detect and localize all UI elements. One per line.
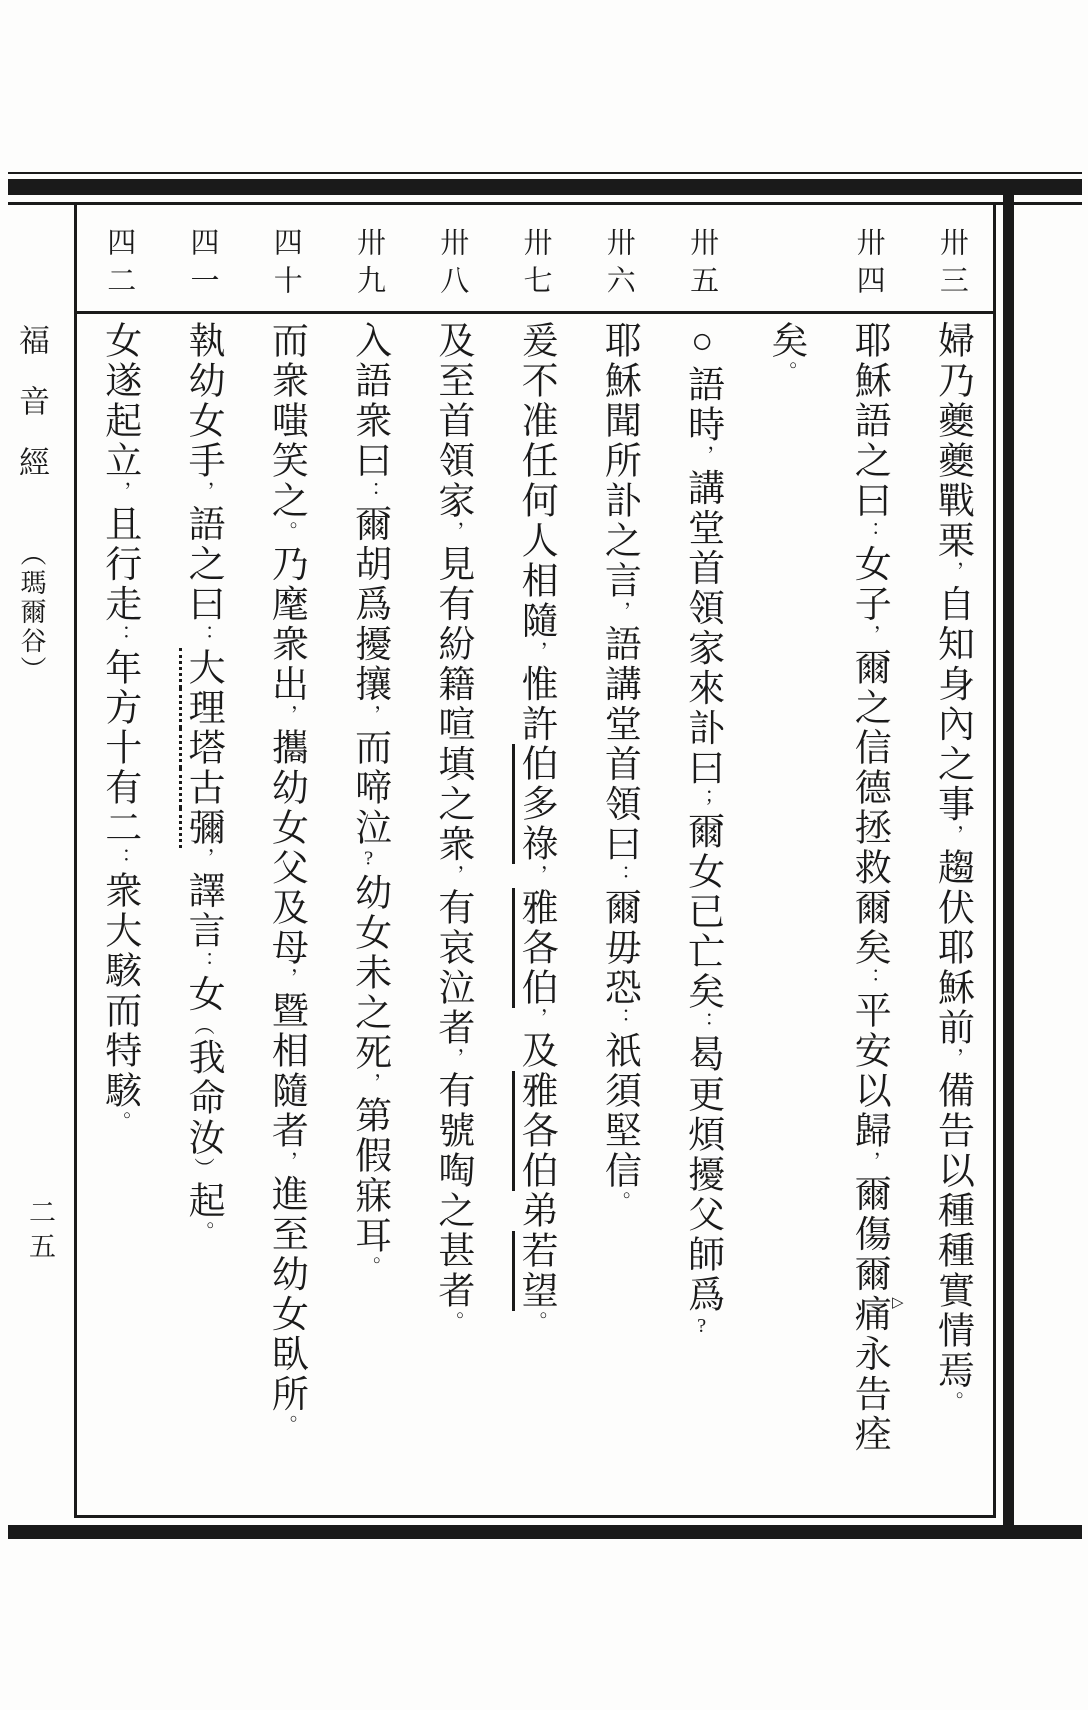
verse-number-cell [354,205,383,311]
verse-text-cell [680,311,722,1515]
verse-text: 耶穌聞所訃之言，語講堂首領曰：爾毋恐：祇須堅信。 [598,321,640,1215]
verse-number-label: 卅八 [436,227,469,303]
verse-text-cell [264,311,306,1515]
page-number: 二五 [25,1198,55,1266]
frame-right-inner-border [993,205,996,1518]
verse-text: ○語時，講堂首領家來訃曰；爾女已亡矣：曷更煩擾父師爲? [681,321,723,1341]
book-subtitle: （瑪爾谷） [17,540,46,685]
verse-column [577,205,660,1515]
verse-text: 而衆嗤笑之。乃麾衆出，攜幼女父及母，暨相隨者，進至幼女臥所。 [265,321,307,1438]
verse-column [910,205,993,1515]
verse-number-label: 卅七 [519,227,552,303]
verse-number-cell [521,205,550,311]
verse-number-label: 卅三 [935,227,968,303]
verse-number-label: 四二 [103,227,136,303]
verse-text-cell [514,311,556,1515]
verse-text-cell [181,311,223,1515]
verse-number-label: 卅九 [353,227,385,303]
verse-number-label: 四一 [186,227,219,303]
frame-right-outer-border [1003,195,1014,1535]
bottom-rule-thick [8,1525,1082,1539]
verse-number-label: 四十 [269,227,302,303]
top-rule-thick [8,179,1082,195]
verse-number-cell [436,205,469,311]
verse-text: 入語衆曰：爾胡爲擾攘，而啼泣?幼女未之死，第假寐耳。 [348,321,390,1280]
verse-column [327,205,410,1515]
verse-text-cell [597,311,639,1515]
verse-number-cell [686,205,719,311]
verse-column [160,205,243,1515]
verse-text: 爰不准任何人相隨，惟許伯多祿，雅各伯，及雅各伯弟若望。 [514,321,556,1511]
verse-text: 執幼女手，語之曰：大理塔古彌，譯言：女（我命汝）起。 [181,321,223,1511]
verse-number-label: 卅四 [852,227,885,303]
verse-text: 矣。 [764,321,806,385]
verse-text-cell [764,311,806,1515]
verse-text-cell [847,311,889,1515]
verse-text-cell [98,311,140,1515]
verse-column [743,205,826,1515]
verse-column [410,205,493,1515]
verse-text-cell [930,311,972,1515]
verse-number-cell [271,205,300,311]
verse-number-cell [854,205,883,311]
verse-text-cell [347,311,389,1515]
verse-text: 女遂起立，且行走：年方十有二：衆大駭而特駭。 [98,321,140,1135]
text-columns [77,205,993,1515]
verse-text-cell [431,311,473,1515]
section-marker-triangle: ▷ [892,1295,904,1311]
verse-number-label: 卅六 [602,227,635,303]
verse-number-cell [186,205,219,311]
verse-column [77,205,160,1515]
book-title: 福音經 [14,324,49,507]
verse-text: 婦乃夔夔戰栗，自知身內之事，趨伏耶穌前，備告以種種實情焉。 [931,321,973,1415]
book-title-margin [16,324,47,685]
verse-text: 及至首領家，見有紛籍喧填之衆，有哀泣者，有號啕之甚者。 [431,321,473,1335]
verse-text: 耶穌語之曰：女子，爾之信德拯救爾矣：平安以歸，爾傷爾痛永告痊 [848,321,890,1455]
top-rule-thin [8,172,1082,174]
verse-column [493,205,576,1515]
verse-number-cell [604,205,633,311]
verse-column [660,205,743,1515]
bottom-rule-inner [74,1515,996,1518]
verse-number-cell [103,205,136,311]
verse-column [826,205,909,1515]
verse-number-label: 卅五 [686,227,719,303]
verse-number-cell [937,205,966,311]
verse-column [244,205,327,1515]
